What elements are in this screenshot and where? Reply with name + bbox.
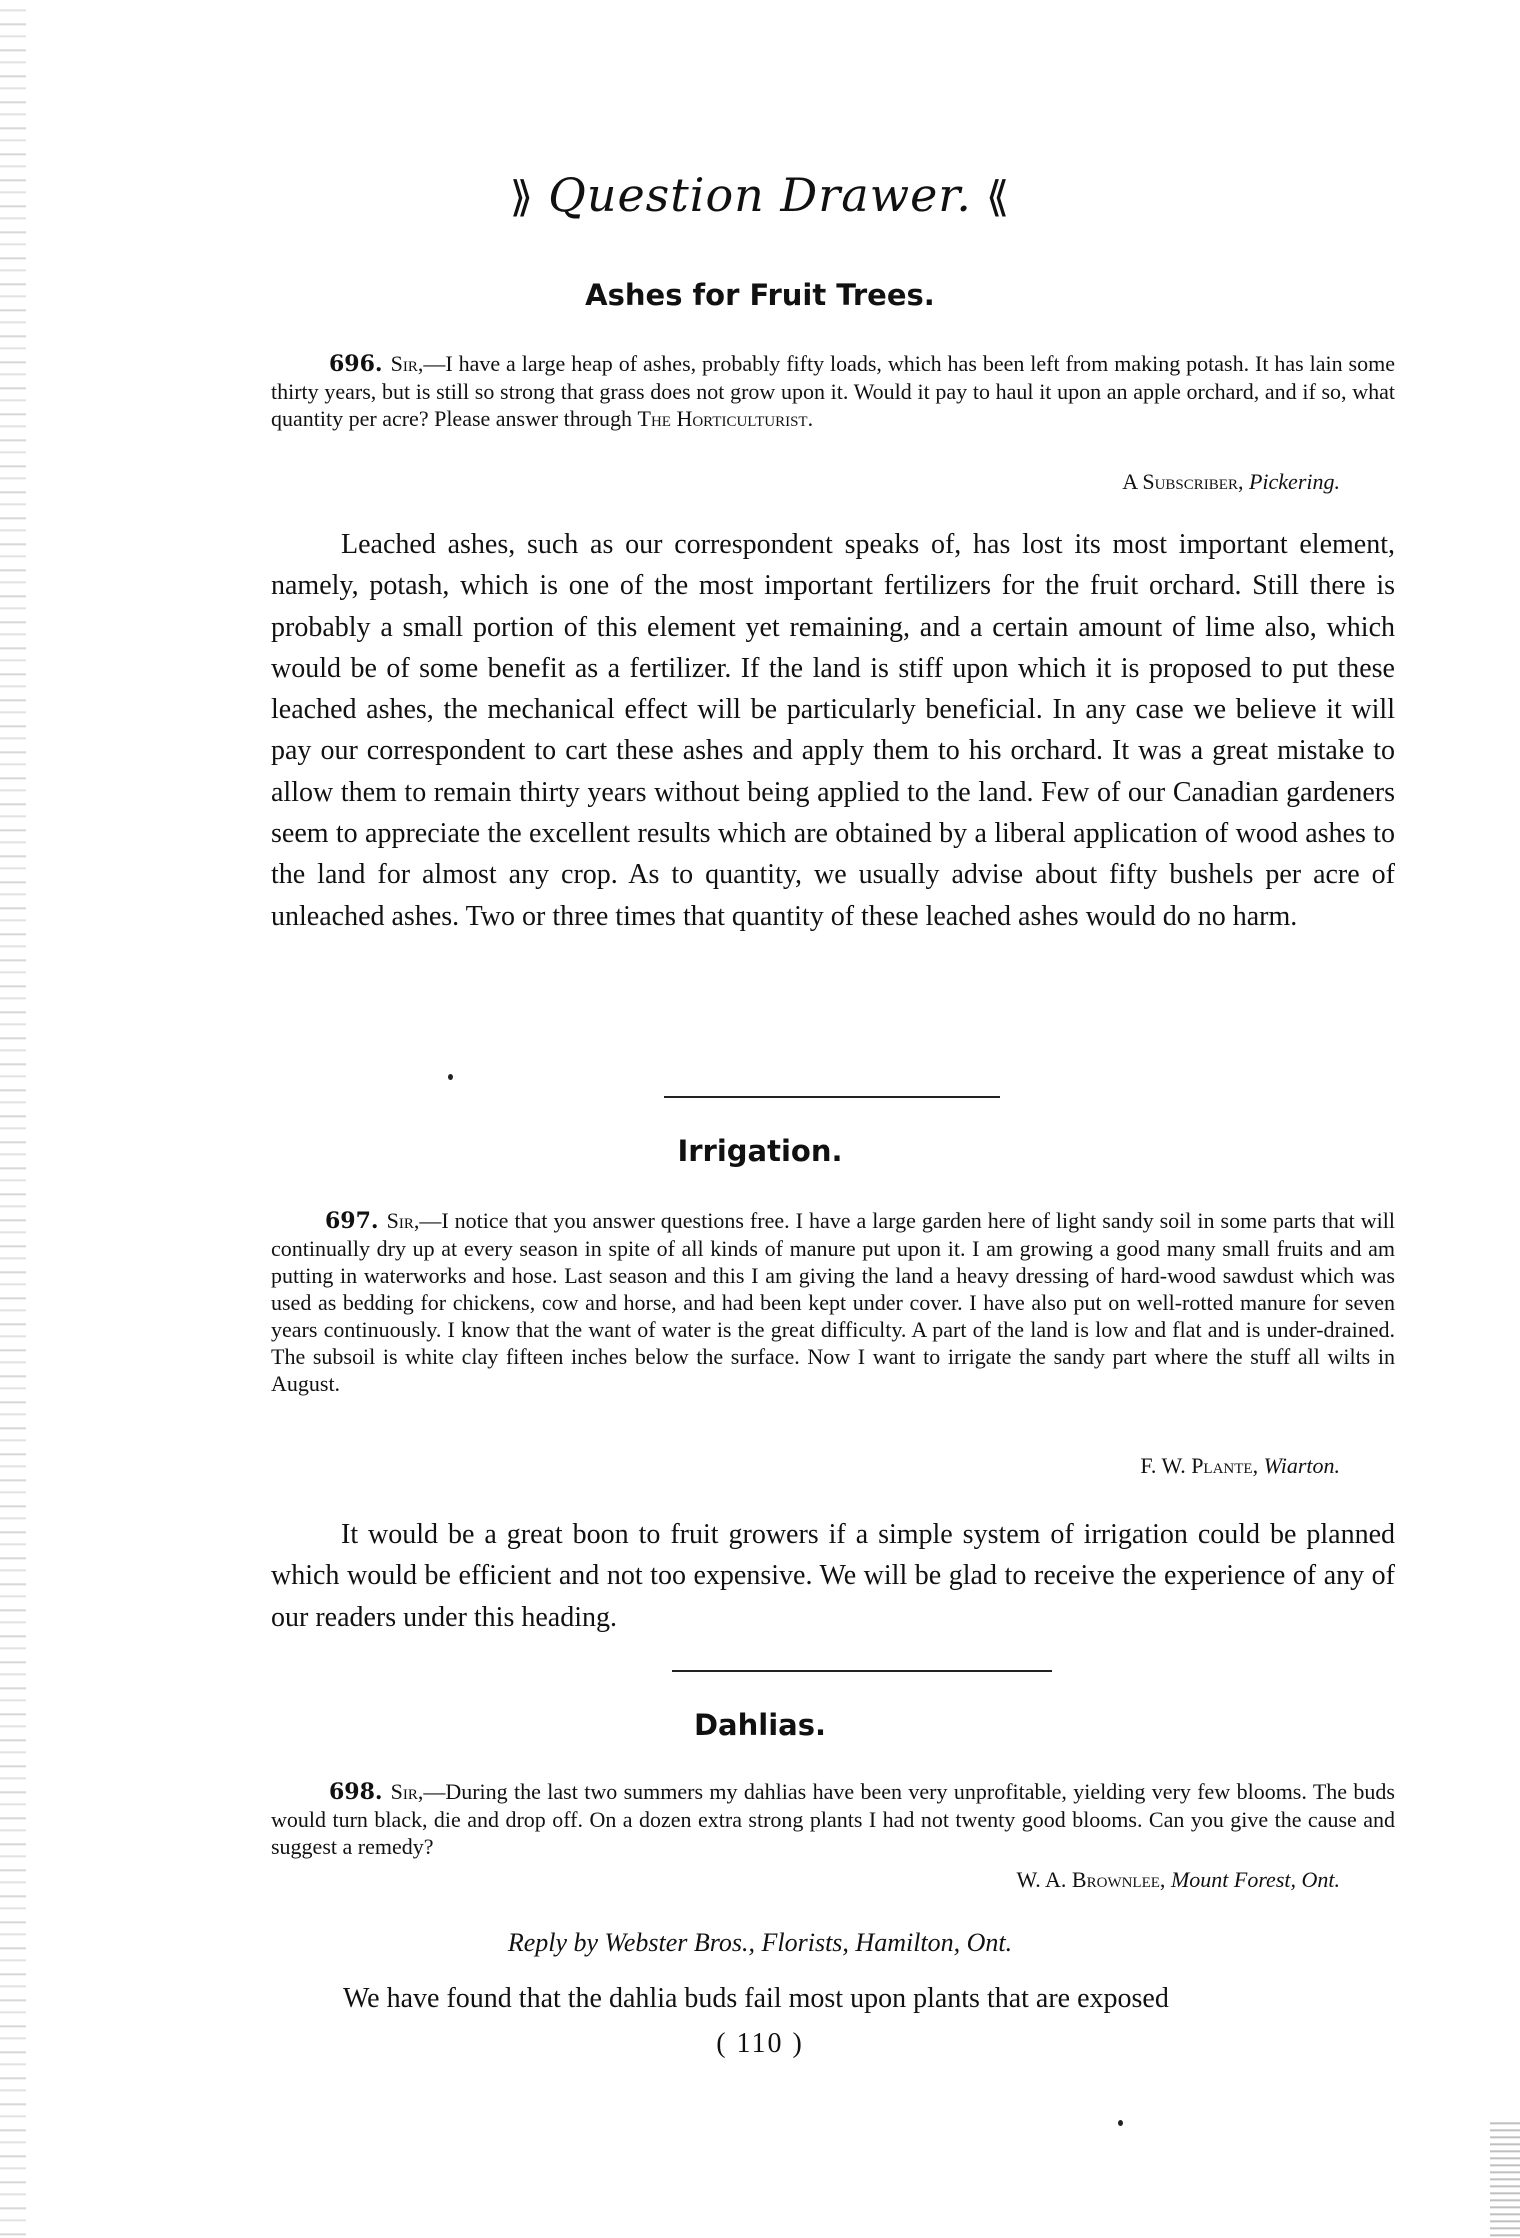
letter-body: —I have a large heap of ashes, probably fifty loads, which has been left from making potash. It has lain some thirty years, but is still so strong that grass does not grow upon it. Would it pay to haul it upon an apple orchard, and if so, what quantity per acre? Please answer through: [271, 351, 1395, 431]
question-number: 696.: [329, 351, 383, 377]
heading-dahlias: Dahlias.: [693, 1708, 826, 1742]
salutation: Sir,: [390, 351, 424, 376]
ornament-right-icon: ⟪: [985, 172, 1011, 221]
answer-697: It would be a great boon to fruit growers if a simple system of irrigation could be planned which would be efficient and not too expensive. We will be glad to receive the experience of any of our readers under this heading.: [271, 1519, 1395, 1633]
divider: [672, 1670, 1052, 1672]
answer-696: Leached ashes, such as our correspondent speaks of, has lost its most important element, namely, potash, which is one of the most important fertilizers for the fruit orchard. Still there is probably a small portion of this element yet remaining, and a certain amount of lime also, which would be of some benefit as a fertilizer. If the land is stiff upon which it is proposed to put these leached ashes, the mechanical effect will be particularly beneficial. In any case we believe it will pay our correspondent to cart these ashes and apply them to his orchard. It was a great mistake to allow them to remain thirty years without being applied to the land. Few of our Canadian gardeners seem to appreciate the excellent results which are obtained by a liberal application of wood ashes to the land for almost any crop. As to quantity, we usually advise about fifty bushels per acre of unleached ashes. Two or three times that quantity of these leached ashes would do no harm.: [271, 529, 1395, 932]
signature-name: F. W. Plante,: [1140, 1453, 1259, 1478]
journal-name: The Horticulturist.: [637, 406, 814, 431]
letter-body: —During the last two summers my dahlias have been very unprofitable, yielding very few blooms. The buds would turn black, die and drop off. On a dozen extra strong plants I had not twenty good blooms. Can you give the cause and suggest a remedy?: [271, 1779, 1395, 1859]
letter-698: [271, 1778, 1395, 1860]
section-header: [0, 168, 1520, 222]
signature-place: Wiarton.: [1263, 1453, 1340, 1478]
signature-place: Mount Forest, Ont.: [1170, 1867, 1340, 1892]
salutation: Sir,: [386, 1208, 420, 1233]
section-title: Question Drawer.: [548, 168, 972, 222]
signature-name: W. A. Brownlee,: [1016, 1867, 1166, 1892]
question-number: 697.: [325, 1208, 379, 1234]
ornament-left-icon: ⟫: [509, 172, 535, 221]
signature-697: [1140, 1452, 1340, 1479]
scan-edge-left: [0, 0, 26, 2238]
divider: [664, 1096, 1000, 1098]
salutation: Sir,: [390, 1779, 424, 1804]
letter-696: [271, 350, 1395, 432]
ink-speck: [1118, 2120, 1123, 2126]
heading-irrigation: Irrigation.: [677, 1134, 843, 1168]
signature-name: A Subscriber,: [1122, 469, 1244, 494]
signature-698: [1017, 1866, 1340, 1893]
signature-place: Pickering.: [1248, 469, 1340, 494]
scan-edge-right: [1490, 2118, 1520, 2238]
question-number: 698.: [329, 1779, 383, 1805]
ink-speck: [448, 1074, 453, 1080]
letter-body: —I notice that you answer questions free. I have a large garden here of light sandy soil in some parts that will continually dry up at every season in spite of all kinds of manure put upon it. I am growing a good many small fruits and am putting in waterworks and hose. Last season and this I am giving the land a heavy dressing of hard-wood sawdust which was used as bedding for chickens, cow and horse, and had been kept under cover. I have also put on well-rotted manure for seven years continuously. I know that the want of water is the great difficulty. A part of the land is low and flat and is under-drained. The subsoil is white clay fifteen inches below the surface. Now I want to irrigate the sandy part where the stuff all wilts in August.: [271, 1208, 1395, 1396]
answer-698: We have found that the dahlia buds fail most upon plants that are exposed: [343, 1983, 1169, 2014]
signature-696: [1122, 468, 1340, 495]
page-number: ( 110 ): [716, 2028, 804, 2059]
letter-697: [271, 1207, 1395, 1397]
heading-ashes: Ashes for Fruit Trees.: [585, 278, 935, 312]
reply-attribution: Reply by Webster Bros., Florists, Hamilton, Ont.: [507, 1928, 1013, 1957]
